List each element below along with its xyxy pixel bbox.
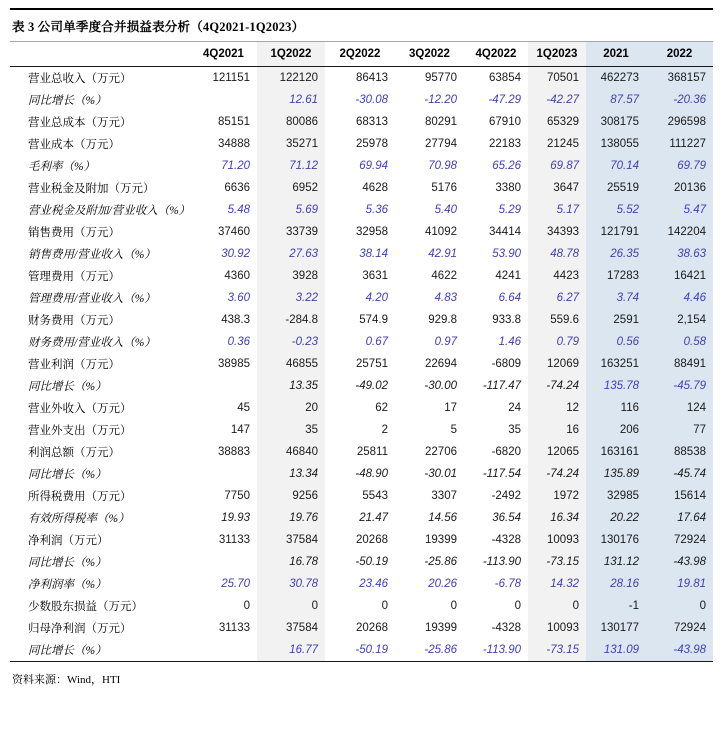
table-row <box>10 529 713 551</box>
cell: 1972 <box>528 485 586 507</box>
cell: 16421 <box>646 265 713 287</box>
cell: 5.36 <box>365 204 388 216</box>
cell: 19.76 <box>257 507 325 529</box>
cell: 17 <box>444 402 457 414</box>
cell: 6.64 <box>498 292 521 304</box>
cell: 933.8 <box>492 314 521 326</box>
cell: -43.98 <box>646 551 713 573</box>
source-note: 资料来源：Wind，HTI <box>12 674 121 686</box>
cell: 30.78 <box>257 573 325 595</box>
cell: -1 <box>586 595 646 617</box>
cell: -73.15 <box>528 551 586 573</box>
cell <box>190 639 257 662</box>
cell: 308175 <box>586 111 646 133</box>
cell: 12069 <box>528 353 586 375</box>
row-label: 净利润（万元） <box>28 535 109 547</box>
cell: 17283 <box>586 265 646 287</box>
cell: -12.20 <box>424 94 457 106</box>
cell: 31133 <box>218 534 250 546</box>
cell: 25519 <box>586 177 646 199</box>
cell: 12065 <box>528 441 586 463</box>
cell: -2492 <box>491 490 521 502</box>
cell: 2 <box>381 424 388 436</box>
cell: 22694 <box>425 358 457 370</box>
row-label: 财务费用（万元） <box>28 315 120 327</box>
cell: 124 <box>646 397 713 419</box>
row-label: 所得税费用（万元） <box>28 491 132 503</box>
cell: 37460 <box>218 226 250 238</box>
table-title: 表 3 公司单季度合并损益表分析（4Q2021-1Q2023） <box>12 20 305 34</box>
cell: 69.87 <box>528 155 586 177</box>
cell: 4.83 <box>434 292 457 304</box>
cell: 19.81 <box>646 573 713 595</box>
table-row <box>10 177 713 199</box>
table-row <box>10 617 713 639</box>
column-header: 2021 <box>586 42 646 67</box>
cell: 6952 <box>257 177 325 199</box>
cell: 0 <box>257 595 325 617</box>
row-label: 营业总收入（万元） <box>28 73 132 85</box>
row-label: 管理费用/营业收入（%） <box>28 293 156 305</box>
cell: 0.79 <box>528 331 586 353</box>
row-label: 销售费用（万元） <box>28 227 120 239</box>
cell: 31133 <box>218 622 250 634</box>
table-row <box>10 485 713 507</box>
cell: 10093 <box>528 617 586 639</box>
cell: 16.78 <box>257 551 325 573</box>
cell: 4423 <box>528 265 586 287</box>
cell: -0.23 <box>257 331 325 353</box>
cell: 3380 <box>495 182 521 194</box>
cell: 147 <box>230 424 250 436</box>
cell: 70501 <box>528 67 586 90</box>
cell: -117.54 <box>482 468 521 480</box>
cell: -30.08 <box>355 94 388 106</box>
cell: 37584 <box>257 529 325 551</box>
row-label: 同比增长（%） <box>28 557 107 569</box>
cell: 0 <box>646 595 713 617</box>
cell: -30.01 <box>424 468 457 480</box>
cell: 21245 <box>528 133 586 155</box>
cell: 5 <box>450 424 457 436</box>
cell: 35271 <box>257 133 325 155</box>
cell: 28.16 <box>586 573 646 595</box>
cell: 2591 <box>586 309 646 331</box>
cell: 4628 <box>362 182 388 194</box>
cell: 27794 <box>425 138 457 150</box>
cell: 296598 <box>646 111 713 133</box>
cell: 34393 <box>528 221 586 243</box>
cell: -284.8 <box>257 309 325 331</box>
table-row <box>10 639 713 662</box>
cell: 5.48 <box>227 204 250 216</box>
cell: 88491 <box>646 353 713 375</box>
cell: 65329 <box>528 111 586 133</box>
cell: 142204 <box>646 221 713 243</box>
cell: 34414 <box>489 226 521 238</box>
cell: 3631 <box>362 270 388 282</box>
cell: 70.98 <box>428 160 457 172</box>
cell: 15614 <box>646 485 713 507</box>
cell: 3.22 <box>257 287 325 309</box>
cell: 63854 <box>489 72 521 84</box>
cell: 5.47 <box>646 199 713 221</box>
cell: -25.86 <box>424 556 457 568</box>
cell: 35 <box>508 424 521 436</box>
cell: 25751 <box>356 358 388 370</box>
table-row <box>10 595 713 617</box>
cell: -42.27 <box>528 89 586 111</box>
cell: 6.27 <box>528 287 586 309</box>
cell: 21.47 <box>359 512 388 524</box>
cell: 72924 <box>646 617 713 639</box>
table-header <box>10 42 713 67</box>
cell: 38.63 <box>646 243 713 265</box>
cell: 0.56 <box>586 331 646 353</box>
column-header: 4Q2022 <box>475 48 517 60</box>
row-label: 营业总成本（万元） <box>28 117 132 129</box>
cell: 3928 <box>257 265 325 287</box>
cell: 130176 <box>586 529 646 551</box>
cell: -4328 <box>491 534 521 546</box>
cell: -4328 <box>491 622 521 634</box>
row-label: 营业税金及附加（万元） <box>28 183 155 195</box>
cell: 37584 <box>257 617 325 639</box>
row-label: 同比增长（%） <box>28 95 107 107</box>
table-row <box>10 375 713 397</box>
income-statement-table <box>10 41 713 662</box>
table-row <box>10 551 713 573</box>
cell: 3307 <box>431 490 457 502</box>
row-label: 同比增长（%） <box>28 645 107 657</box>
cell: 116 <box>586 397 646 419</box>
column-header: 2Q2022 <box>339 48 381 60</box>
cell: 13.35 <box>257 375 325 397</box>
cell: 462273 <box>586 67 646 90</box>
cell: 45 <box>237 402 250 414</box>
table-row <box>10 133 713 155</box>
table-row <box>10 89 713 111</box>
cell: 13.34 <box>257 463 325 485</box>
cell: 67910 <box>489 116 521 128</box>
cell: 48.78 <box>528 243 586 265</box>
cell: 26.35 <box>586 243 646 265</box>
cell: 4.46 <box>646 287 713 309</box>
cell: -6820 <box>491 446 521 458</box>
cell: 0.67 <box>365 336 388 348</box>
cell: -48.90 <box>355 468 388 480</box>
table-row <box>10 199 713 221</box>
cell: -6.78 <box>494 578 521 590</box>
cell: 72924 <box>646 529 713 551</box>
cell: 368157 <box>646 67 713 90</box>
table-row <box>10 265 713 287</box>
table-row <box>10 507 713 529</box>
cell: 12 <box>528 397 586 419</box>
cell: 38.14 <box>359 248 388 260</box>
cell: 559.6 <box>528 309 586 331</box>
cell: 17.64 <box>646 507 713 529</box>
cell: 5.17 <box>528 199 586 221</box>
cell: 138055 <box>586 133 646 155</box>
cell: 20.26 <box>428 578 457 590</box>
cell: 135.89 <box>586 463 646 485</box>
cell: 6636 <box>224 182 250 194</box>
cell: 20136 <box>646 177 713 199</box>
table-row <box>10 287 713 309</box>
cell: -30.00 <box>424 380 457 392</box>
cell: 14.56 <box>428 512 457 524</box>
table-row <box>10 353 713 375</box>
cell: 20268 <box>356 534 388 546</box>
cell: 20 <box>257 397 325 419</box>
cell <box>190 463 257 485</box>
cell: 30.92 <box>221 248 250 260</box>
table-row <box>10 419 713 441</box>
cell: 68313 <box>356 116 388 128</box>
cell: 0 <box>514 600 521 612</box>
cell: -45.79 <box>646 375 713 397</box>
cell: 32958 <box>356 226 388 238</box>
cell: 163161 <box>586 441 646 463</box>
cell: 53.90 <box>492 248 521 260</box>
cell: -20.36 <box>646 89 713 111</box>
table-row <box>10 111 713 133</box>
cell: 206 <box>586 419 646 441</box>
cell: 5176 <box>431 182 457 194</box>
cell: -73.15 <box>528 639 586 662</box>
cell: 10093 <box>528 529 586 551</box>
cell: 65.26 <box>492 160 521 172</box>
cell <box>190 375 257 397</box>
cell: 16 <box>528 419 586 441</box>
cell: 77 <box>646 419 713 441</box>
row-label: 有效所得税率（%） <box>28 513 130 525</box>
cell: -117.47 <box>482 380 521 392</box>
cell: 0 <box>528 595 586 617</box>
cell: 14.32 <box>528 573 586 595</box>
cell: 34888 <box>218 138 250 150</box>
cell: -45.74 <box>646 463 713 485</box>
cell: 929.8 <box>428 314 457 326</box>
table-row <box>10 397 713 419</box>
cell: 70.14 <box>586 155 646 177</box>
cell: 25978 <box>356 138 388 150</box>
row-label: 归母净利润（万元） <box>28 623 132 635</box>
row-label: 财务费用/营业收入（%） <box>28 337 156 349</box>
table-row <box>10 221 713 243</box>
column-header: 1Q2023 <box>528 42 586 67</box>
cell: 36.54 <box>492 512 521 524</box>
cell: 3.60 <box>227 292 250 304</box>
cell: 25.70 <box>221 578 250 590</box>
cell: 69.79 <box>646 155 713 177</box>
cell: 0.58 <box>646 331 713 353</box>
cell: 85151 <box>218 116 250 128</box>
cell: 2,154 <box>646 309 713 331</box>
cell: -74.24 <box>528 463 586 485</box>
cell: -25.86 <box>424 644 457 656</box>
cell: 88538 <box>646 441 713 463</box>
row-label: 营业利润（万元） <box>28 359 120 371</box>
cell: -50.19 <box>355 644 388 656</box>
cell: 3647 <box>528 177 586 199</box>
row-label: 毛利率（%） <box>28 161 96 173</box>
cell: 22183 <box>489 138 521 150</box>
cell: 16.77 <box>257 639 325 662</box>
cell: 5.40 <box>434 204 457 216</box>
row-label: 少数股东损益（万元） <box>28 601 143 613</box>
cell: 438.3 <box>221 314 250 326</box>
cell: 80086 <box>257 111 325 133</box>
row-label: 利润总额（万元） <box>28 447 120 459</box>
cell: 27.63 <box>257 243 325 265</box>
cell: 69.94 <box>359 160 388 172</box>
cell: 0.36 <box>227 336 250 348</box>
report-table-section <box>10 0 713 687</box>
cell: 62 <box>375 402 388 414</box>
cell: 1.46 <box>498 336 521 348</box>
cell: 5.29 <box>498 204 521 216</box>
cell <box>190 551 257 573</box>
cell: 33739 <box>257 221 325 243</box>
cell: -113.90 <box>482 644 521 656</box>
table-row <box>10 243 713 265</box>
cell: 95770 <box>425 72 457 84</box>
cell: 20268 <box>356 622 388 634</box>
column-header: 2022 <box>646 42 713 67</box>
cell: 3.74 <box>586 287 646 309</box>
cell: 46855 <box>257 353 325 375</box>
cell: 163251 <box>586 353 646 375</box>
cell: -6809 <box>491 358 521 370</box>
cell: 4622 <box>431 270 457 282</box>
cell: -49.02 <box>355 380 388 392</box>
cell: 20.22 <box>586 507 646 529</box>
row-label: 营业外收入（万元） <box>28 403 132 415</box>
cell: 4.20 <box>365 292 388 304</box>
cell: 121151 <box>212 72 250 84</box>
cell: 16.34 <box>528 507 586 529</box>
cell: 574.9 <box>359 314 388 326</box>
cell: 0 <box>450 600 457 612</box>
cell: -43.98 <box>646 639 713 662</box>
cell: -47.29 <box>488 94 521 106</box>
table-row <box>10 155 713 177</box>
cell: 42.91 <box>428 248 457 260</box>
cell: 130177 <box>586 617 646 639</box>
row-label: 营业税金及附加/营业收入（%） <box>28 205 190 217</box>
cell: 80291 <box>425 116 457 128</box>
cell: 135.78 <box>586 375 646 397</box>
cell <box>190 89 257 111</box>
cell: 19.93 <box>221 512 250 524</box>
table-row <box>10 67 713 90</box>
cell: 121791 <box>586 221 646 243</box>
cell: 7750 <box>224 490 250 502</box>
cell: 38883 <box>218 446 250 458</box>
cell: 32985 <box>586 485 646 507</box>
cell: 22706 <box>425 446 457 458</box>
cell: 23.46 <box>359 578 388 590</box>
column-header: 1Q2022 <box>257 42 325 67</box>
cell: 46840 <box>257 441 325 463</box>
column-header-label <box>10 42 190 67</box>
row-label: 管理费用（万元） <box>28 271 120 283</box>
cell: 41092 <box>425 226 457 238</box>
table-row <box>10 309 713 331</box>
cell: 0 <box>381 600 388 612</box>
cell: 111227 <box>646 133 713 155</box>
cell: 87.57 <box>586 89 646 111</box>
cell: 122120 <box>257 67 325 90</box>
row-label: 同比增长（%） <box>28 381 107 393</box>
row-label: 同比增长（%） <box>28 469 107 481</box>
column-header: 3Q2022 <box>409 48 450 60</box>
cell: 131.12 <box>586 551 646 573</box>
cell: 12.61 <box>257 89 325 111</box>
cell: 35 <box>257 419 325 441</box>
cell: 86413 <box>356 72 388 84</box>
cell: 4360 <box>224 270 250 282</box>
row-label: 销售费用/营业收入（%） <box>28 249 156 261</box>
cell: 71.20 <box>221 160 250 172</box>
table-row <box>10 463 713 485</box>
cell: 38985 <box>218 358 250 370</box>
cell: 19399 <box>425 534 457 546</box>
cell: 25811 <box>356 446 388 458</box>
table-row <box>10 573 713 595</box>
cell: -74.24 <box>528 375 586 397</box>
cell: 71.12 <box>257 155 325 177</box>
cell: 5543 <box>362 490 388 502</box>
cell: 4241 <box>495 270 521 282</box>
row-label: 营业成本（万元） <box>28 139 120 151</box>
cell: 0 <box>243 600 250 612</box>
column-header: 4Q2021 <box>203 48 244 60</box>
cell: 0.97 <box>434 336 457 348</box>
cell: 24 <box>508 402 521 414</box>
cell: -113.90 <box>482 556 521 568</box>
cell: 5.52 <box>586 199 646 221</box>
cell: 19399 <box>425 622 457 634</box>
table-row <box>10 331 713 353</box>
cell: -50.19 <box>355 556 388 568</box>
row-label: 营业外支出（万元） <box>28 425 132 437</box>
row-label: 净利润率（%） <box>28 579 107 591</box>
table-row <box>10 441 713 463</box>
cell: 5.69 <box>257 199 325 221</box>
cell: 131.09 <box>586 639 646 662</box>
cell: 9256 <box>257 485 325 507</box>
